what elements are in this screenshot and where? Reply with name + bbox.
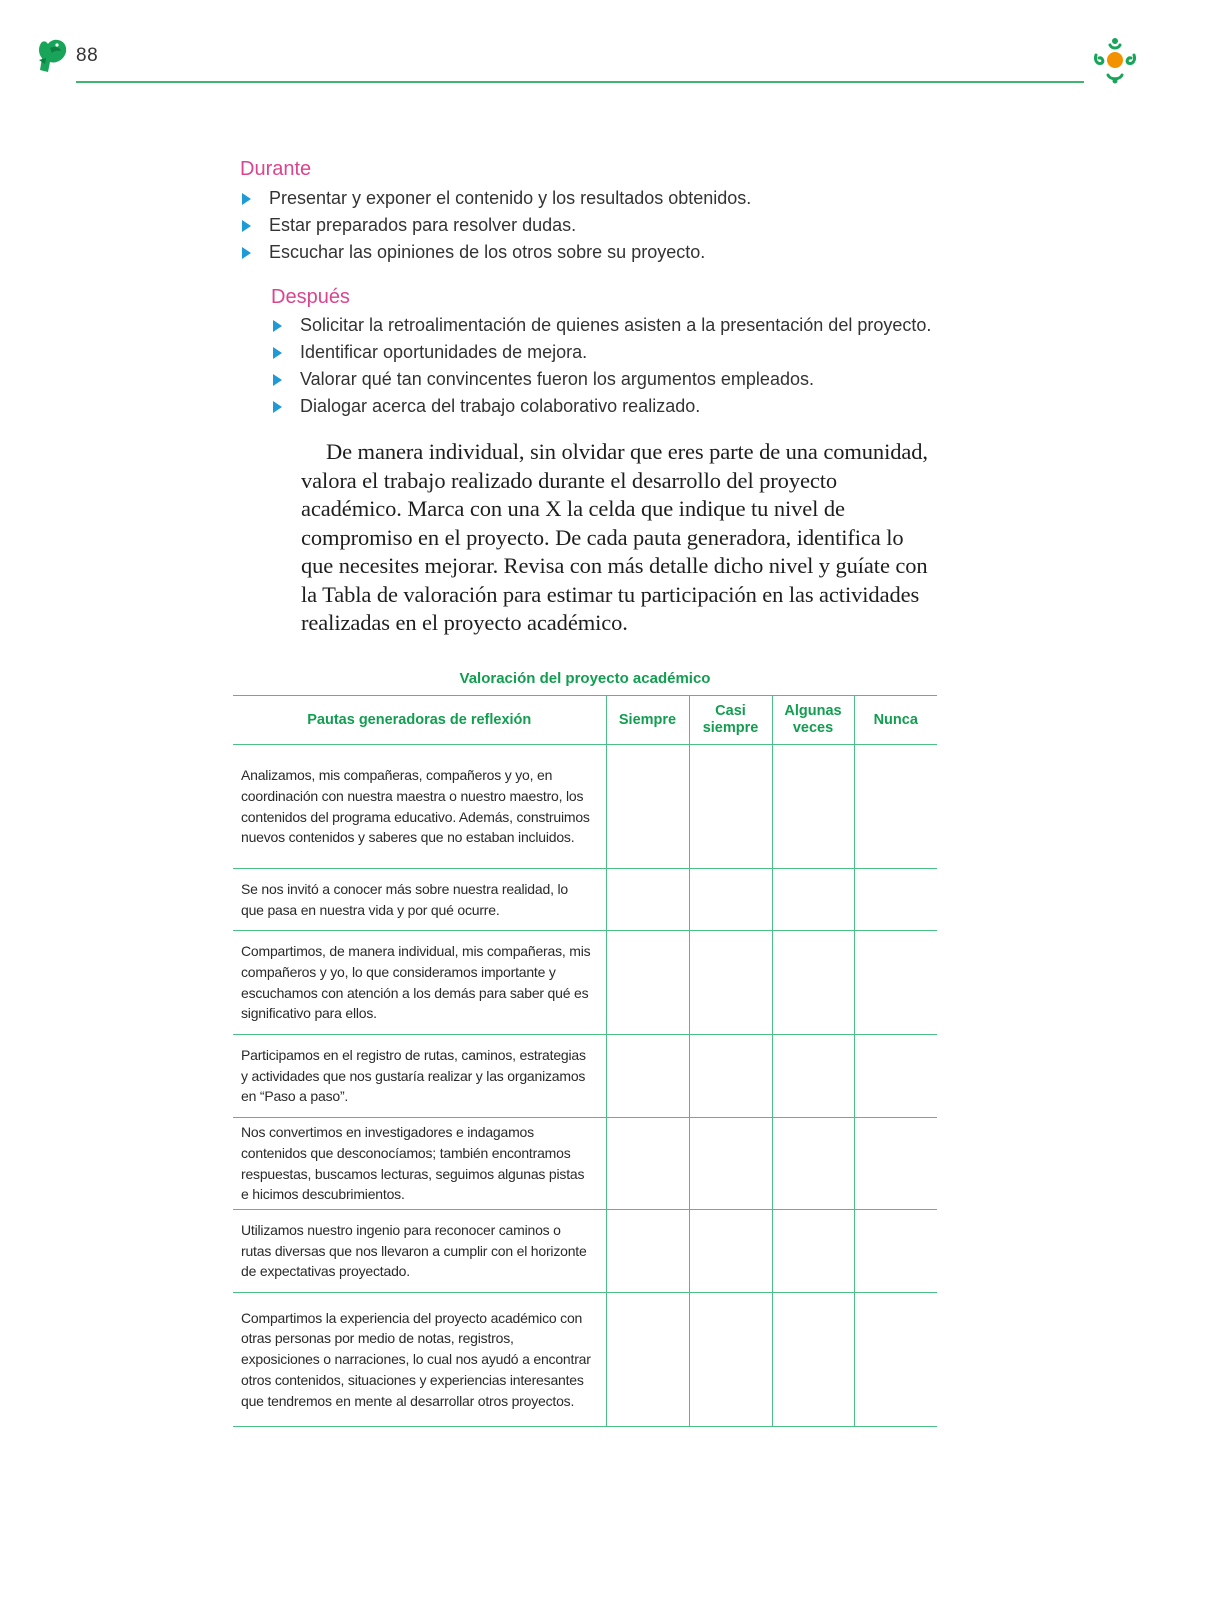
rating-cell-algunas-veces[interactable] (772, 1118, 854, 1210)
blue-triangle-bullet-icon (242, 247, 251, 259)
list-item-text: Escuchar las opiniones de los otros sobre su proyecto. (269, 242, 706, 262)
blue-triangle-bullet-icon (273, 374, 282, 386)
list-item (271, 339, 931, 366)
list-item (271, 393, 931, 420)
rating-cell-casi-siempre[interactable] (689, 1293, 772, 1427)
pauta-text: Compartimos la experiencia del proyecto académico con otras personas por medio de notas, registros, exposiciones o narraciones, lo cual nos ayudó a encontrar otros contenidos, situaciones y experiencias interesantes que tendremos en mente al desarrollar otros proyectos. (233, 1293, 606, 1427)
page-number: 88 (76, 45, 99, 66)
list-item (271, 366, 931, 393)
instructions-paragraph: De manera individual, sin olvidar que eres parte de una comunidad, valora el trabajo realizado durante el desarrollo del proyecto académico. Marca con una X la celda que indique tu nivel de compromiso en el proyecto. De cada pauta generadora, identifica lo que necesites mejorar. Revisa con más detalle dicho nivel y guíate con la Tabla de valoración para estimar tu participación en las actividades realizadas en el proyecto académico. (301, 439, 928, 635)
rating-cell-nunca[interactable] (854, 1210, 937, 1293)
rating-cell-algunas-veces[interactable] (772, 1293, 854, 1427)
table-row (233, 745, 937, 869)
pauta-text: Participamos en el registro de rutas, caminos, estrategias y actividades que nos gustaría realizar y las organizamos en “Paso a paso”. (233, 1035, 606, 1118)
rating-cell-algunas-veces[interactable] (772, 869, 854, 931)
column-header-nunca: Nunca (854, 696, 937, 745)
list-item-text: Presentar y exponer el contenido y los resultados obtenidos. (269, 188, 752, 208)
table-row (233, 931, 937, 1035)
rating-cell-siempre[interactable] (606, 1293, 689, 1427)
rating-cell-algunas-veces[interactable] (772, 1035, 854, 1118)
table-row (233, 1118, 937, 1210)
rating-cell-nunca[interactable] (854, 869, 937, 931)
list-item (240, 239, 751, 266)
rating-cell-nunca[interactable] (854, 1035, 937, 1118)
table-header-row (233, 696, 937, 745)
despues-title: Después (271, 286, 350, 308)
column-header-casi-siempre: Casi siempre (689, 696, 772, 745)
rating-cell-algunas-veces[interactable] (772, 931, 854, 1035)
list-item-text: Valorar qué tan convincentes fueron los argumentos empleados. (300, 369, 814, 389)
table-caption: Valoración del proyecto académico (459, 670, 711, 687)
rating-cell-casi-siempre[interactable] (689, 1035, 772, 1118)
table-row (233, 1293, 937, 1427)
list-item-text: Solicitar la retroalimentación de quienes asisten a la presentación del proyecto. (300, 315, 932, 335)
rating-cell-algunas-veces[interactable] (772, 745, 854, 869)
rating-cell-nunca[interactable] (854, 1293, 937, 1427)
rating-cell-siempre[interactable] (606, 869, 689, 931)
list-item (271, 312, 931, 339)
column-header-siempre: Siempre (606, 696, 689, 745)
list-item (240, 185, 751, 212)
rating-cell-siempre[interactable] (606, 931, 689, 1035)
pauta-text: Compartimos, de manera individual, mis compañeras, mis compañeros y yo, lo que consideramos importante y escuchamos con atención a los demás para saber qué es significativo para ellos. (233, 931, 606, 1035)
blue-triangle-bullet-icon (242, 220, 251, 232)
column-header-pautas: Pautas generadoras de reflexión (233, 696, 606, 745)
despues-list (271, 312, 931, 420)
blue-triangle-bullet-icon (273, 320, 282, 332)
pauta-text: Analizamos, mis compañeras, compañeros y yo, en coordinación con nuestra maestra o nuestro maestro, los contenidos del programa educativo. Además, construimos nuevos contenidos y saberes que no estaban incluidos. (233, 745, 606, 869)
green-mascot-icon (36, 38, 68, 74)
rating-cell-siempre[interactable] (606, 745, 689, 869)
valuation-table (233, 695, 937, 1427)
green-orange-flower-emblem-icon (1088, 33, 1142, 87)
rating-cell-siempre[interactable] (606, 1118, 689, 1210)
list-item (240, 212, 751, 239)
pauta-text: Nos convertimos en investigadores e indagamos contenidos que desconocíamos; también encontramos respuestas, buscamos lecturas, seguimos algunas pistas e hicimos descubrimientos. (233, 1118, 606, 1210)
blue-triangle-bullet-icon (273, 401, 282, 413)
column-header-algunas-veces: Algunas veces (772, 696, 854, 745)
rating-cell-casi-siempre[interactable] (689, 931, 772, 1035)
rating-cell-casi-siempre[interactable] (689, 1210, 772, 1293)
table-row (233, 869, 937, 931)
rating-cell-casi-siempre[interactable] (689, 1118, 772, 1210)
rating-cell-casi-siempre[interactable] (689, 745, 772, 869)
pauta-text: Utilizamos nuestro ingenio para reconocer caminos o rutas diversas que nos llevaron a cumplir con el horizonte de expectativas proyectado. (233, 1210, 606, 1293)
rating-cell-siempre[interactable] (606, 1035, 689, 1118)
table-row (233, 1035, 937, 1118)
list-item-text: Estar preparados para resolver dudas. (269, 215, 577, 235)
pauta-text: Se nos invitó a conocer más sobre nuestra realidad, lo que pasa en nuestra vida y por qué ocurre. (233, 869, 606, 931)
rating-cell-nunca[interactable] (854, 1118, 937, 1210)
rating-cell-algunas-veces[interactable] (772, 1210, 854, 1293)
rating-cell-casi-siempre[interactable] (689, 869, 772, 931)
rating-cell-nunca[interactable] (854, 931, 937, 1035)
blue-triangle-bullet-icon (242, 193, 251, 205)
table-row (233, 1210, 937, 1293)
durante-list (240, 185, 751, 266)
header-rule (76, 81, 1084, 83)
list-item-text: Identificar oportunidades de mejora. (300, 342, 588, 362)
blue-triangle-bullet-icon (273, 347, 282, 359)
list-item-text: Dialogar acerca del trabajo colaborativo realizado. (300, 396, 701, 416)
rating-cell-nunca[interactable] (854, 745, 937, 869)
durante-title: Durante (240, 158, 312, 180)
rating-cell-siempre[interactable] (606, 1210, 689, 1293)
